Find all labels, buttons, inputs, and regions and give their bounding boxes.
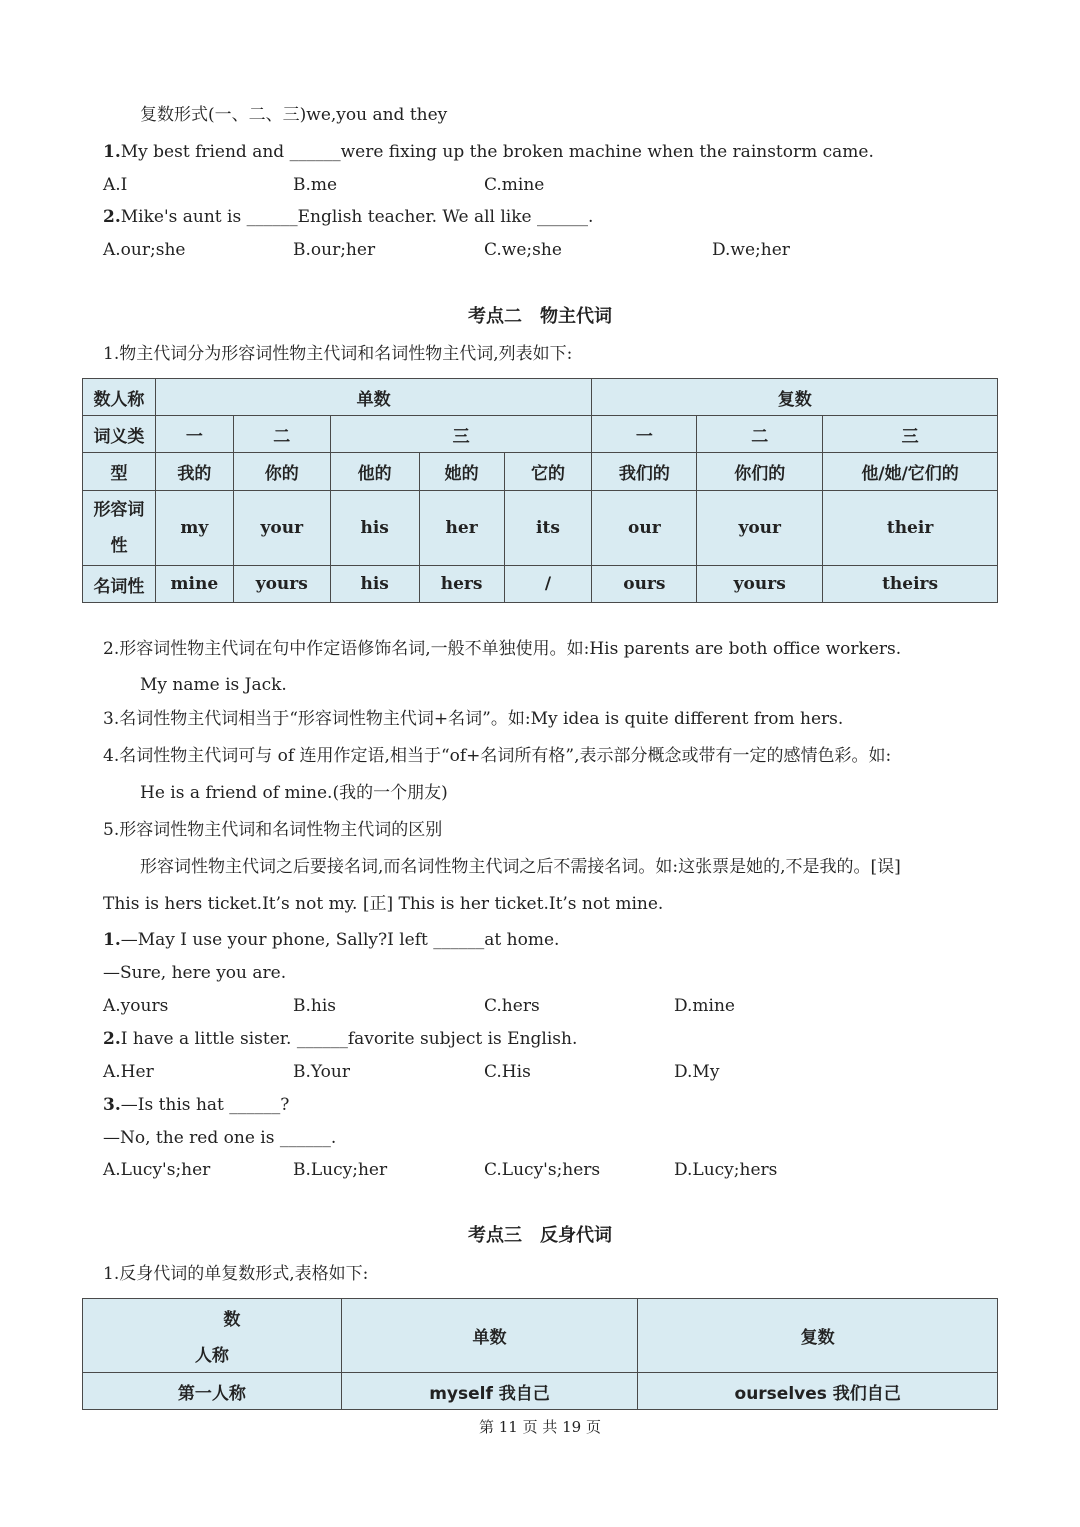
option-b: B.Lucy;her xyxy=(293,1160,388,1180)
option-d: D.Lucy;hers xyxy=(674,1160,778,1180)
noun-row-label: 名词性 xyxy=(83,566,156,603)
question-text: Mike's aunt is ______English teacher. We all like ______. xyxy=(120,207,594,227)
corner-cell xyxy=(83,1299,342,1373)
paragraph-1: 1.物主代词分为形容词性物主代词和名词性物主代词,列表如下: xyxy=(103,344,573,364)
meaning-cell: 我的 xyxy=(155,453,233,491)
paragraph-4: 4.名词性物主代词可与 of 连用作定语,相当于“of+名词所有格”,表示部分概念或带有一定的感情色彩。如: xyxy=(103,746,892,766)
first-person-plural: ourselves 我们自己 xyxy=(638,1373,998,1410)
option-d: D.we;her xyxy=(712,240,790,260)
question-number: 1. xyxy=(103,930,121,950)
person-cell: 三 xyxy=(823,416,998,453)
option-a: A.our;she xyxy=(103,240,186,260)
corner-cell-middle: 词义类 xyxy=(83,416,156,453)
plural-header: 复数 xyxy=(592,379,998,416)
meaning-cell: 她的 xyxy=(419,453,504,491)
option-d: D.My xyxy=(674,1062,720,1082)
meaning-cell: 它的 xyxy=(504,453,592,491)
question-2 xyxy=(103,206,593,228)
option-b: B.me xyxy=(293,175,338,195)
option-c: C.His xyxy=(484,1062,531,1082)
person-cell: 三 xyxy=(330,416,592,453)
person-cell: 二 xyxy=(697,416,823,453)
option-a: A.Her xyxy=(103,1062,154,1082)
page-number: 第 11 页 共 19 页 xyxy=(478,1418,601,1436)
question-1 xyxy=(103,141,874,163)
first-person-singular: myself 我自己 xyxy=(341,1373,638,1410)
option-b: B.our;her xyxy=(293,240,376,260)
corner-cell-top: 数人称 xyxy=(83,379,156,416)
question-text: —May I use your phone, Sally?I left ______at home. xyxy=(120,930,560,950)
meaning-cell: 他/她/它们的 xyxy=(823,453,998,491)
adjective-cell: its xyxy=(504,491,592,566)
option-c: C.mine xyxy=(484,175,545,195)
option-c: C.Lucy's;hers xyxy=(484,1160,601,1180)
meaning-cell: 他的 xyxy=(330,453,419,491)
option-c: C.hers xyxy=(484,996,540,1016)
reflexive-pronoun-table xyxy=(82,1298,998,1410)
paragraph-2: 2.形容词性物主代词在句中作定语修饰名词,一般不单独使用。如:His parents are both office workers. xyxy=(103,639,902,659)
adjective-row-label xyxy=(83,491,156,566)
first-person-label: 第一人称 xyxy=(83,1373,342,1410)
option-a: A.Lucy's;her xyxy=(103,1160,211,1180)
paragraph-5-body: 形容词性物主代词之后要接名词,而名词性物主代词之后不需接名词。如:这张票是她的,不是我的。[误] xyxy=(140,857,901,877)
meaning-cell: 你的 xyxy=(233,453,330,491)
singular-header: 单数 xyxy=(155,379,592,416)
adjective-cell: our xyxy=(592,491,697,566)
question-text: My best friend and ______were fixing up the broken machine when the rainstorm came. xyxy=(120,142,874,162)
meaning-cell: 你们的 xyxy=(697,453,823,491)
label-line: 性 xyxy=(110,536,128,556)
adjective-cell: her xyxy=(419,491,504,566)
option-b: B.Your xyxy=(293,1062,350,1082)
question-1-response: —Sure, here you are. xyxy=(103,963,287,983)
paragraph-4-example: He is a friend of mine.(我的一个朋友) xyxy=(140,783,448,803)
paragraph-2-example: My name is Jack. xyxy=(140,675,287,695)
person-cell: 一 xyxy=(155,416,233,453)
noun-cell: yours xyxy=(697,566,823,603)
paragraph-1: 1.反身代词的单复数形式,表格如下: xyxy=(103,1264,369,1284)
paragraph-5-example: This is hers ticket.It’s not my. [正] This is her ticket.It’s not mine. xyxy=(103,894,664,914)
paragraph-3: 3.名词性物主代词相当于“形容词性物主代词+名词”。如:My idea is quite different from hers. xyxy=(103,709,844,729)
question-1 xyxy=(103,929,559,951)
option-d: D.mine xyxy=(674,996,735,1016)
corner-number-label: 数 xyxy=(223,1310,241,1330)
question-text: I have a little sister. ______favorite subject is English. xyxy=(120,1029,578,1049)
paragraph-5: 5.形容词性物主代词和名词性物主代词的区别 xyxy=(103,820,443,840)
adjective-cell: their xyxy=(823,491,998,566)
adjective-cell: your xyxy=(233,491,330,566)
person-cell: 一 xyxy=(592,416,697,453)
noun-cell: / xyxy=(504,566,592,603)
option-a: A.yours xyxy=(103,996,169,1016)
noun-cell: yours xyxy=(233,566,330,603)
adjective-cell: his xyxy=(330,491,419,566)
option-c: C.we;she xyxy=(484,240,562,260)
noun-cell: mine xyxy=(155,566,233,603)
question-text: —Is this hat ______? xyxy=(120,1095,290,1115)
adjective-cell: your xyxy=(697,491,823,566)
noun-cell: hers xyxy=(419,566,504,603)
label-line: 形容词 xyxy=(93,500,145,520)
question-number: 3. xyxy=(103,1095,121,1115)
question-3 xyxy=(103,1094,289,1116)
person-cell: 二 xyxy=(233,416,330,453)
corner-person-label: 人称 xyxy=(194,1346,229,1366)
singular-header: 单数 xyxy=(341,1299,638,1373)
noun-cell: theirs xyxy=(823,566,998,603)
section-heading-possessive: 考点二 物主代词 xyxy=(468,306,612,327)
question-2 xyxy=(103,1028,577,1050)
option-a: A.I xyxy=(103,175,128,195)
plural-forms-line: 复数形式(一、二、三)we,you and they xyxy=(140,105,448,125)
possessive-pronoun-table xyxy=(82,378,998,603)
question-number: 2. xyxy=(103,1029,121,1049)
section-heading-reflexive: 考点三 反身代词 xyxy=(468,1225,612,1246)
plural-header: 复数 xyxy=(638,1299,998,1373)
question-number: 2. xyxy=(103,207,121,227)
question-3-response: —No, the red one is ______. xyxy=(103,1128,337,1148)
question-number: 1. xyxy=(103,142,121,162)
option-b: B.his xyxy=(293,996,337,1016)
adjective-cell: my xyxy=(155,491,233,566)
meaning-cell: 我们的 xyxy=(592,453,697,491)
corner-cell-bottom: 型 xyxy=(83,453,156,491)
noun-cell: his xyxy=(330,566,419,603)
noun-cell: ours xyxy=(592,566,697,603)
